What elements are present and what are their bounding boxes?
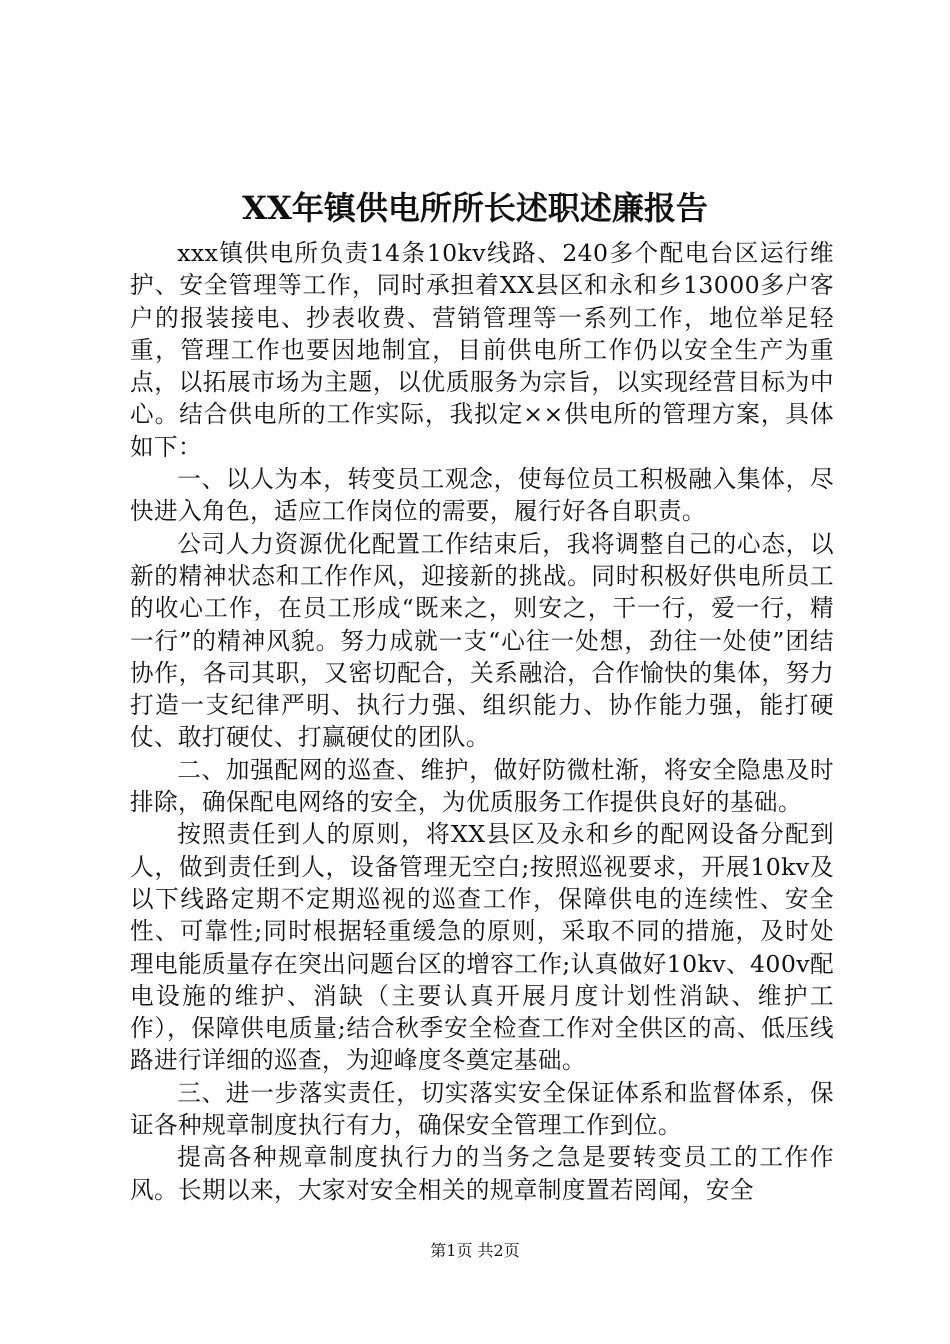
paragraph-section-2-body: 按照责任到人的原则，将XX县区及永和乡的配网设备分配到人，做到责任到人，设备管理无空白;按照巡视要求，开展10kv及以下线路定期不定期巡视的巡查工作，保障供电的连续性、安全性、可靠性;同时根据轻重缓急的原则，采取不同的措施，及时处理电能质量存在突出问题台区的增容工作;认真做好10kv、400v配电设施的维护、消缺（主要认真开展月度计划性消缺、维护工作），保障供电质量;结合秋季安全检查工作对全供区的高、低压线路进行详细的巡查，为迎峰度冬奠定基础。 (130, 820, 834, 1075)
paragraph-section-3-body: 提高各种规章制度执行力的当务之急是要转变员工的工作作风。长期以来，大家对安全相关的规章制度置若罔闻，安全 (130, 1143, 834, 1204)
page-number-footer: 第1页 共2页 (430, 1241, 520, 1260)
paragraph-section-3-heading: 三、进一步落实责任，切实落实安全保证体系和监督体系，保证各种规章制度执行有力，确保安全管理工作到位。 (130, 1078, 834, 1140)
document-title: XX年镇供电所所长述职述廉报告 (242, 189, 708, 227)
document-body (130, 237, 834, 1206)
paragraph-intro: xxx镇供电所负责14条10kv线路、240多个配电台区运行维护、安全管理等工作，同时承担着XX县区和永和乡13000多户客户的报装接电、抄表收费、营销管理等一系列工作，地位举足轻重，管理工作也要因地制宜，目前供电所工作仍以安全生产为重点，以拓展市场为主题，以优质服务为宗旨，以实现经营目标为中心。结合供电所的工作实际，我拟定××供电所的管理方案，具体如下： (130, 239, 834, 461)
paragraph-section-2-heading: 二、加强配网的巡查、维护，做好防微杜渐，将安全隐患及时排除，确保配电网络的安全，为优质服务工作提供良好的基础。 (130, 755, 834, 817)
paragraph-section-1-heading: 一、以人为本，转变员工观念，使每位员工积极融入集体，尽快进入角色，适应工作岗位的需要，履行好各自职责。 (130, 465, 834, 526)
paragraph-section-1-body: 公司人力资源优化配置工作结束后，我将调整自己的心态，以新的精神状态和工作作风，迎接新的挑战。同时积极好供电所员工的收心工作，在员工形成“既来之，则安之，干一行，爱一行，精一行”的精神风貌。努力成就一支“心往一处想，劲往一处使”团结协作，各司其职，又密切配合，关系融洽，合作愉快的集体，努力打造一支纪律严明、执行力强、组织能力、协作能力强，能打硬仗、敢打硬仗、打赢硬仗的团队。 (130, 529, 834, 752)
